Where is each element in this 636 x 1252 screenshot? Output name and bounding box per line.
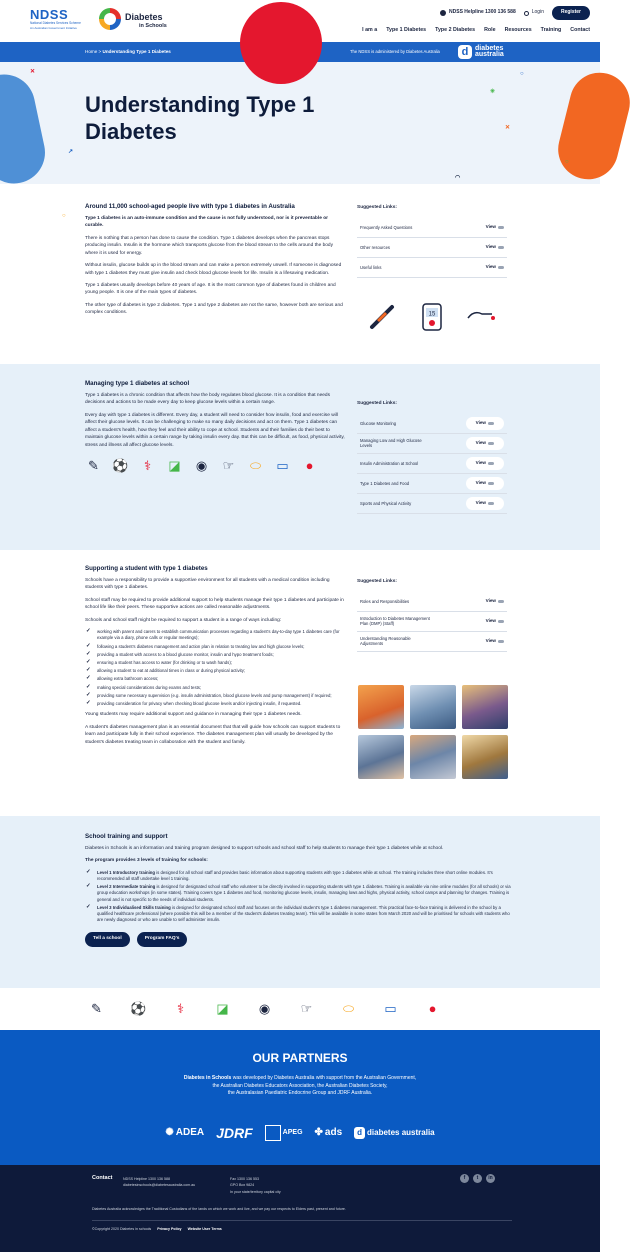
- brand-subtitle: in Schools: [139, 23, 167, 29]
- student-photo-grid: [358, 685, 508, 779]
- training-level: [85, 905, 515, 924]
- link-label: Other resources: [360, 244, 391, 250]
- arrow-icon: [498, 620, 504, 623]
- glucometer-icon: [421, 300, 443, 332]
- helpline-text: NDSS Helpline 1300 136 588: [449, 9, 516, 16]
- footer-bottom: [92, 1227, 222, 1232]
- link-label: Sports and Physical Activity: [360, 500, 412, 506]
- nav-i-am-a[interactable]: I am a: [362, 27, 378, 33]
- link-label: Understanding Reasonable Adjustments: [360, 636, 411, 647]
- footer-contact-col-2: [230, 1176, 281, 1195]
- login-link[interactable]: [524, 9, 544, 16]
- diabetes-australia-wordmark: [475, 46, 504, 58]
- supporting-paragraph: Young students may require additional support and guidance in managing their type 1 diabetes needs.: [85, 712, 302, 718]
- adjustments-list: [85, 629, 347, 707]
- nav-type-2-diabetes[interactable]: Type 2 Diabetes: [435, 27, 476, 33]
- privacy-policy-link[interactable]: Privacy Policy: [157, 1227, 182, 1231]
- diabetes-australia-mark-icon: d: [458, 45, 472, 59]
- link-label: Frequently Asked Questions: [360, 224, 413, 230]
- level-name: Level 3 Individualised Skills training: [97, 904, 171, 910]
- link-label: Roles and Responsibilities: [360, 598, 410, 604]
- helpline[interactable]: [440, 9, 516, 16]
- eye-icon: ◉: [258, 1001, 271, 1016]
- partners-line: was developed by Diabetes Australia with support from the Australian Government,: [231, 1075, 417, 1082]
- student-photo: [358, 735, 404, 779]
- arrow-icon: [498, 600, 504, 603]
- view-button[interactable]: [466, 497, 504, 510]
- view-label: View: [485, 638, 496, 644]
- breadcrumb-current: Understanding Type 1 Diabetes: [102, 49, 171, 54]
- arrow-icon: [498, 226, 504, 229]
- link-label: Useful links: [360, 264, 382, 270]
- main-nav: [362, 27, 590, 35]
- link-label: Glucose Monitoring: [360, 420, 397, 426]
- diabetes-australia-partner-logo[interactable]: [354, 1127, 434, 1139]
- footer-city: In your state/territory capital city: [230, 1189, 281, 1194]
- link-label: Managing Low and High Glucose Levels: [360, 438, 422, 449]
- partners-line: the Australasian Paediatric Endocrine Group and JDRF Australia.: [227, 1090, 373, 1097]
- managing-illustrations: [85, 457, 347, 474]
- confetti-icon: ✕: [30, 69, 36, 75]
- da-line-2: australia: [475, 51, 504, 58]
- student-photo: [410, 735, 456, 779]
- view-label: View: [485, 244, 496, 250]
- student-photo: [358, 685, 404, 729]
- syringe-icon: ✎: [88, 457, 99, 473]
- suggested-link[interactable]: [357, 434, 507, 454]
- suggested-link[interactable]: [357, 258, 507, 278]
- syringe-icon: ✎: [91, 1001, 102, 1016]
- partners-text: [0, 1075, 600, 1098]
- suggested-link[interactable]: [357, 454, 507, 474]
- site-footer: [0, 1165, 600, 1252]
- managing-section: [0, 364, 600, 550]
- register-button[interactable]: Register: [552, 6, 590, 19]
- finger-prick-icon: ☞: [300, 1001, 313, 1016]
- program-faqs-button[interactable]: Program FAQ's: [137, 932, 188, 947]
- confetti-icon: ✳: [490, 89, 496, 95]
- hero-blob-right: [552, 66, 636, 185]
- level-name: Level 2 Intermediate training: [97, 884, 156, 890]
- view-label: View: [475, 460, 486, 466]
- view-button[interactable]: [486, 224, 504, 231]
- managing-paragraph: Type 1 diabetes is a chronic condition that affects how the body regulates blood glucose. It is a condition that needs decisions and actions to be made every day to keep glucose levels within a certain range.: [85, 392, 330, 406]
- diabetes-in-schools-logo[interactable]: [97, 6, 177, 36]
- glucometer-reading: 15: [428, 311, 436, 318]
- breadcrumb: [85, 49, 171, 56]
- arrow-icon: [488, 422, 494, 425]
- list-item: ✓ providing some necessary supervision (e.g. insulin administration, blood glucose levels and pump management) if required;: [85, 693, 347, 699]
- view-label: View: [485, 264, 496, 270]
- intro-lead: Type 1 diabetes is an auto-immune condition and the cause is not fully understood, nor is it preventable or curable.: [85, 215, 328, 229]
- managing-heading: Managing type 1 diabetes at school: [85, 380, 190, 387]
- view-label: View: [475, 420, 486, 426]
- apeg-label: APEG: [282, 1128, 303, 1136]
- da-partner-label: diabetes australia: [367, 1128, 435, 1138]
- administered-note: The NDSS is administered by Diabetes Australia: [350, 49, 440, 54]
- levels-title: The program provides 3 levels of training for schools:: [85, 858, 208, 864]
- confetti-icon: ○: [520, 71, 524, 77]
- training-section: [0, 816, 600, 988]
- intro-paragraph: Type 1 diabetes usually develops before 40 years of age. It is the most common type of diabetes found in children and young people. It is one of the main types of diabetes.: [85, 282, 336, 296]
- view-label: View: [475, 440, 486, 446]
- suggested-link[interactable]: [357, 632, 507, 652]
- view-button[interactable]: [466, 477, 504, 490]
- arrow-icon: [498, 266, 504, 269]
- footer-helpline[interactable]: NDSS Helpline 1300 136 588: [123, 1177, 170, 1181]
- insulin-pen-icon: [368, 301, 398, 331]
- view-button[interactable]: [466, 437, 504, 450]
- link-label: Introduction to Diabetes Management Plan (DMP) (Staff): [360, 616, 430, 627]
- nav-training[interactable]: Training: [540, 27, 562, 33]
- managing-suggested-links: [357, 401, 507, 514]
- supporting-paragraph: Schools and school staff might be required to support a student in a range of ways including:: [85, 617, 282, 623]
- student-photo: [462, 735, 508, 779]
- apeg-mark-icon: [265, 1125, 281, 1141]
- diabetes-australia-logo[interactable]: [458, 45, 504, 59]
- soccer-ball-icon: ⚽: [130, 1001, 147, 1016]
- nav-contact[interactable]: Contact: [570, 27, 590, 33]
- partners-heading: OUR PARTNERS: [252, 1051, 348, 1065]
- student-photo: [462, 685, 508, 729]
- finger-prick-icon: ☞: [222, 457, 235, 473]
- level-name: Level 1 Introductory training: [97, 869, 156, 875]
- training-heading: School training and support: [85, 833, 168, 840]
- ads-label: ads: [324, 1126, 343, 1138]
- da-line-1: diabetes: [475, 45, 504, 53]
- arrow-icon: [488, 502, 494, 505]
- breadcrumb-home[interactable]: Home: [85, 49, 98, 54]
- confetti-icon: ○: [565, 159, 569, 165]
- training-level: [85, 870, 515, 882]
- suggested-links-title: Suggested Links:: [357, 579, 397, 584]
- arrow-icon: [498, 640, 504, 643]
- view-button[interactable]: [466, 457, 504, 470]
- footer-copyright: ©Copyright 2020 Diabetes in schools: [92, 1227, 152, 1231]
- tell-a-school-button[interactable]: Tell a school: [85, 932, 130, 947]
- supporting-paragraph: Schools have a responsibility to provide a supportive environment for all students with a medical condition including students with type 1 diabetes.: [85, 577, 330, 591]
- adea-mark-icon: ✺: [165, 1126, 174, 1138]
- linkedin-icon[interactable]: in: [486, 1174, 495, 1183]
- suggested-link[interactable]: [357, 218, 507, 238]
- jdrf-logo[interactable]: JDRF: [216, 1124, 253, 1141]
- stethoscope-icon: ⚕: [143, 457, 152, 473]
- suggested-links-title: Suggested Links:: [357, 401, 397, 406]
- brand-mark-icon: [99, 8, 121, 30]
- apple-icon: ●: [305, 457, 314, 473]
- training-buttons: [85, 932, 515, 947]
- managing-content: [85, 380, 347, 474]
- glucose-tablets-icon: ⬭: [249, 457, 262, 473]
- view-label: View: [485, 224, 496, 230]
- brand-title: Diabetes: [125, 12, 163, 22]
- training-content: [85, 833, 515, 947]
- partner-logos: [0, 1123, 600, 1143]
- level-text: is designed for all school staff and provides basic information about supporting students with type 1 diabetes while at school. The training includes three short online modules. It's recommended all staff undertake level 1 training.: [97, 869, 493, 882]
- footer-fax: Fax 1300 136 553: [230, 1177, 259, 1181]
- adea-label: ADEA: [175, 1126, 205, 1138]
- level-text: is designed for designated school staff who volunteer to be directly involved in supporting students with type 1 diabetes. Training is available via nine online modules (for all schools) or via group education workshops (in some states). Training covers type 1 diabetes and food, monitoring glucose levels, insulin, managing lows and highs, physical activity, school camps and planning for changes. Training is general and is not specific to the needs of individual students.: [97, 884, 511, 902]
- list-item: ✓ making special considerations during exams and tests;: [85, 685, 347, 691]
- footer-contact-col-1: [123, 1176, 195, 1189]
- phone-icon: [440, 10, 446, 16]
- icon-strip-row: [88, 1000, 441, 1017]
- stethoscope-icon: ⚕: [176, 1001, 185, 1016]
- managing-paragraph: Every day with type 1 diabetes is different. Every day, a student will need to consider how insulin, food and exercise will affect their glucose levels. It can be challenging to make so many daily decisions and act on them. Type 1 diabetes can affect a student's health, how they feel and their ability to cope at school. Students and their families do their best to maintain glucose levels within a certain range by taking insulin every day. But this can be difficult, as food, physical activity, stress and illness all affect glucose levels.: [85, 412, 345, 448]
- view-label: View: [485, 618, 496, 624]
- soccer-ball-icon: ⚽: [112, 457, 129, 473]
- link-label: Insulin Administration at School: [360, 460, 419, 466]
- suggested-link[interactable]: [357, 494, 507, 514]
- ndss-logo-text: NDSS: [30, 7, 69, 22]
- intro-suggested-links: [357, 205, 507, 332]
- intro-section: [0, 184, 600, 364]
- list-item: ✓ allowing a student to eat at additional times in class or during physical activity;: [85, 668, 347, 674]
- nav-type-1-diabetes[interactable]: Type 1 Diabetes: [386, 27, 427, 33]
- hero-blob-left: [0, 69, 51, 189]
- ndss-subtitle-2: An Australian Government Initiative: [30, 25, 77, 30]
- list-item: ✓ ensuring a student has access to water (for drinking or to wash hands);: [85, 660, 347, 666]
- test-strip-icon: ▭: [276, 457, 289, 473]
- view-label: View: [475, 500, 486, 506]
- suggested-link[interactable]: [357, 238, 507, 258]
- adea-logo[interactable]: [165, 1126, 204, 1141]
- ads-mark-icon: ✤: [314, 1126, 323, 1138]
- sandwich-icon: ◪: [216, 1001, 229, 1016]
- intro-heading: Around 11,000 school-aged people live with type 1 diabetes in Australia: [85, 203, 295, 210]
- sandwich-icon: ◪: [168, 457, 181, 473]
- suggested-link[interactable]: [357, 414, 507, 434]
- arrow-icon: [488, 462, 494, 465]
- intro-paragraph: The other type of diabetes is type 2 diabetes. Type 1 and type 2 diabetes are not the same, however both are serious and complex conditions.: [85, 302, 343, 316]
- intro-content: [85, 203, 347, 322]
- ndss-logo[interactable]: [30, 8, 81, 30]
- nav-role[interactable]: Role: [484, 27, 496, 33]
- finger-prick-icon: [466, 306, 496, 326]
- view-label: View: [475, 480, 486, 486]
- supporting-paragraph: School staff may be required to provide additional support to help students manage their type 1 diabetes and participate in school life like their peers. These supportive actions are called reasonable adjustments.: [85, 597, 344, 611]
- footer-acknowledgement: Diabetes Australia acknowledges the Traditional Custodians of the lands on which we work and live, and we pay our respects to Elders past, present and future.: [92, 1207, 346, 1211]
- view-button[interactable]: [486, 244, 504, 251]
- view-label: View: [485, 598, 496, 604]
- intro-paragraph: There is nothing that a person has done to cause the condition. Type 1 diabetes develops when the pancreas stops producing insulin. Insulin is the hormone which transports glucose from the blood stream to the cells around the body where it is used for energy.: [85, 235, 333, 256]
- apeg-logo[interactable]: [265, 1125, 303, 1141]
- training-level: [85, 884, 515, 903]
- login-label: Login: [531, 9, 544, 16]
- view-button[interactable]: [486, 638, 504, 645]
- nav-resources[interactable]: Resources: [504, 27, 532, 33]
- social-links: [460, 1174, 495, 1183]
- website-terms-link[interactable]: Website User Terms: [187, 1227, 222, 1231]
- supporting-content: [85, 565, 347, 751]
- footer-email[interactable]: diabetesinschools@diabetesaustralia.com.au: [123, 1183, 196, 1188]
- ads-logo[interactable]: [315, 1126, 343, 1141]
- arrow-icon: [498, 246, 504, 249]
- student-photo: [410, 685, 456, 729]
- suggested-links-title: Suggested Links:: [357, 205, 397, 210]
- link-label: Type 1 Diabetes and Food: [360, 480, 410, 486]
- view-button[interactable]: [486, 618, 504, 625]
- view-button[interactable]: [466, 417, 504, 430]
- da-mark-icon: d: [354, 1127, 365, 1139]
- list-item: ✓ following a student's diabetes management and action plan in relation to treating low and high glucose levels;: [85, 644, 347, 650]
- view-button[interactable]: [486, 264, 504, 271]
- top-utility-bar: [440, 6, 600, 20]
- suggested-link[interactable]: [357, 474, 507, 494]
- eye-icon: ◉: [195, 457, 208, 473]
- page-title: Understanding Type 1 Diabetes: [85, 92, 315, 144]
- icon-strip: [0, 988, 600, 1030]
- confetti-icon: ◠: [455, 175, 461, 181]
- test-strip-icon: ▭: [384, 1001, 397, 1016]
- supporting-suggested-links: [357, 579, 507, 652]
- supporting-paragraph: A student's diabetes management plan is an essential document that that will guide how schools can support students to learn and participate fully in their school experience. The diabetes management plan will usually be developed by the student's diabetes treating team in collaboration with the student and family.: [85, 724, 341, 745]
- twitter-icon[interactable]: t: [473, 1174, 482, 1183]
- breadcrumb-separator: >: [98, 49, 102, 54]
- hero-red-circle: [240, 2, 322, 84]
- footer-po-box: GPO Box 9824: [230, 1183, 255, 1188]
- list-item: ✓ providing consideration for privacy when checking blood glucose levels and/or injecting insulin, if requested.: [85, 701, 347, 707]
- user-icon: [524, 11, 529, 16]
- intro-illustrations: [357, 300, 507, 332]
- supporting-section: [0, 550, 600, 816]
- arrow-icon: [488, 442, 494, 445]
- partners-line: the Australian Diabetes Educators Association, the Australian Diabetes Society,: [212, 1082, 388, 1089]
- view-button[interactable]: [486, 598, 504, 605]
- list-item: ✓ working with parent and carers to establish communication processes regarding a student's day-to-day type 1 diabetes care (for example via a diary, phone calls or regular meetings);: [85, 629, 347, 641]
- footer-contact-title: Contact: [92, 1175, 113, 1181]
- ndss-subtitle: National Diabetes Services Scheme: [30, 21, 81, 25]
- suggested-link[interactable]: [357, 612, 507, 632]
- training-paragraph: Diabetes in Schools is an information and training program designed to support schools and school staff to help students to manage their type 1 diabetes while at school.: [85, 845, 444, 851]
- apple-icon: ●: [428, 1001, 437, 1016]
- supporting-heading: Supporting a student with type 1 diabetes: [85, 565, 208, 572]
- intro-paragraph: Without insulin, glucose builds up in the blood stream and can make a person extremely unwell. If someone is diagnosed with type 1 diabetes they must give insulin and check blood glucose levels for life. Insulin is a lifesaving medication.: [85, 263, 342, 276]
- confetti-icon: ↗: [68, 149, 74, 155]
- training-levels-list: [85, 870, 515, 924]
- glucose-tablets-icon: ⬭: [342, 1001, 355, 1016]
- partners-section: [0, 1030, 600, 1165]
- list-item: ✓ allowing extra bathroom access;: [85, 676, 347, 682]
- level-text: is designed for designated school staff and focuses on the individual student's type 1 diabetes management. This practical face-to-face training is delivered in the school by a qualified healthcare professional (where possible this will be a member of the student's diabetes treating team). This will be available in some states from March 2020 and will be prioritised for schools with students who are newly diagnosed or who are unable to self administer insulin.: [97, 904, 510, 923]
- confetti-icon: ✕: [505, 125, 511, 131]
- confetti-icon: ○: [62, 213, 66, 219]
- footer-divider: [92, 1220, 512, 1221]
- arrow-icon: [488, 482, 494, 485]
- list-item: ✓ providing a student with access to a blood glucose monitor, insulin and hypo treatment foods;: [85, 652, 347, 658]
- suggested-link[interactable]: [357, 592, 507, 612]
- facebook-icon[interactable]: f: [460, 1174, 469, 1183]
- partners-bold: Diabetes in Schools: [183, 1075, 232, 1082]
